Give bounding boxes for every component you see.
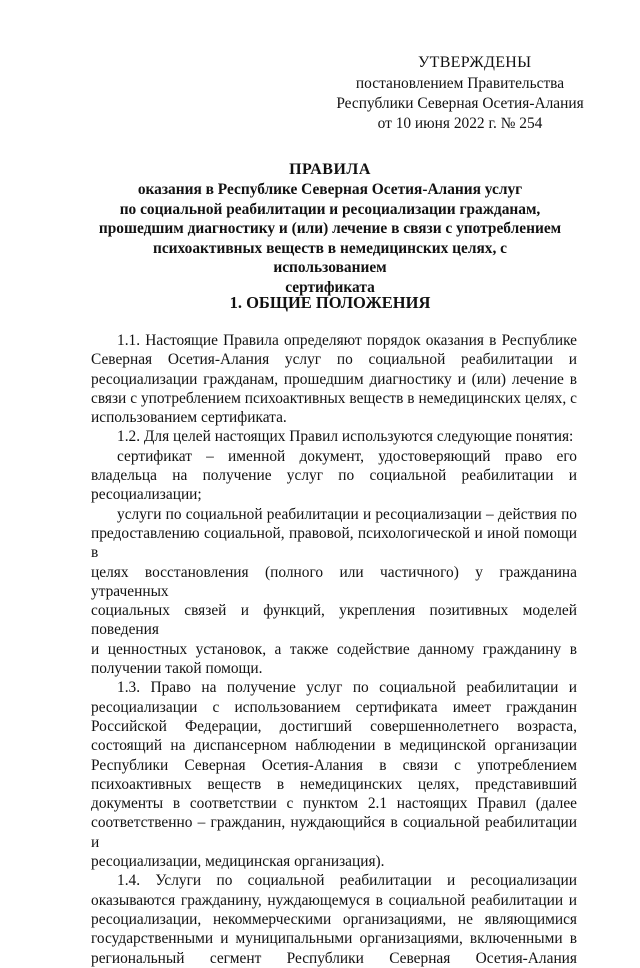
title-line: по социальной реабилитации и ресоциализации гражданам, xyxy=(119,200,541,218)
text-line: и ценностных установок, а также содействие данному гражданину в xyxy=(91,640,577,658)
approval-line-3: от 10 июня 2022 г. № 254 xyxy=(377,115,543,132)
text-line: 1.1. Настоящие Правила определяют порядок оказания в Республике xyxy=(117,332,577,349)
text-line: Российской Федерации, достигший совершеннолетнего возраста, xyxy=(91,717,577,735)
paragraph-1-1 xyxy=(91,331,577,427)
body-text xyxy=(91,331,577,968)
text-line: услуги по социальной реабилитации и ресоциализации – действия по xyxy=(117,505,577,523)
text-line: психоактивных веществ в немедицинских целях, представивший xyxy=(91,775,577,793)
text-line: Северная Осетия-Алания услуг по социальной реабилитации и xyxy=(91,351,577,369)
text-line: предоставлению социальной, правовой, психологической и иной помощи в xyxy=(91,524,577,562)
text-line: получении такой помощи. xyxy=(91,660,263,678)
text-line: 1.2. Для целей настоящих Правил используются следующие понятия: xyxy=(117,428,574,446)
text-line: целях восстановления (полного или частичного) у гражданина утраченных xyxy=(91,563,577,600)
paragraph-1-4 xyxy=(91,871,577,967)
section-heading: 1. ОБЩИЕ ПОЛОЖЕНИЯ xyxy=(229,293,431,312)
paragraph-1-2 xyxy=(91,427,577,446)
approval-stamp xyxy=(330,52,590,134)
title-word: ПРАВИЛА xyxy=(289,161,371,178)
text-line: 1.3. Право на получение услуг по социальной реабилитации и xyxy=(117,679,577,697)
definition-services xyxy=(91,505,577,679)
text-line: ресоциализации с использованием сертификата имеет гражданин xyxy=(91,698,577,716)
title-line: психоактивных веществ в немедицинских целях, с использованием xyxy=(152,239,508,276)
document-title xyxy=(95,160,565,297)
text-line: владельца на получение услуг по социальной реабилитации и xyxy=(91,467,577,485)
text-line: сертификат – именной документ, удостоверяющий право его xyxy=(117,447,577,465)
text-line: оказываются гражданину, нуждающемуся в социальной реабилитации и xyxy=(91,891,577,909)
title-line: оказания в Республике Северная Осетия-Алания услуг xyxy=(137,181,523,198)
text-line: состоящий на диспансерном наблюдении в медицинской организации xyxy=(91,737,577,755)
text-line: региональный сегмент Республики Северная Осетия-Алания xyxy=(91,949,577,967)
approval-line-1: постановлением Правительства xyxy=(355,75,565,92)
text-line: документы в соответствии с пунктом 2.1 настоящих Правил (далее xyxy=(91,795,577,813)
text-line: связи с употреблением психоактивных веществ в немедицинских целях, с xyxy=(91,389,577,407)
text-line: государственными и муниципальными организациями, включенными в xyxy=(91,930,577,948)
text-line: ресоциализации; xyxy=(91,486,202,504)
approval-heading: УТВЕРЖДЕНЫ xyxy=(418,54,532,71)
title-line: прошедшим диагностику и (или) лечение в связи с употреблением xyxy=(98,220,562,237)
text-line: социальных связей и функций, укрепления позитивных моделей поведения xyxy=(91,602,577,639)
text-line: ресоциализации, некоммерческими организациями, не являющимися xyxy=(91,910,577,928)
paragraph-1-3 xyxy=(91,678,577,871)
text-line: соответственно – гражданин, нуждающийся в социальной реабилитации и xyxy=(91,814,577,851)
text-line: ресоциализации гражданам, прошедшим диагностику и (или) лечение в xyxy=(91,370,577,388)
text-line: Республики Северная Осетия-Алания в связи с употреблением xyxy=(91,756,577,774)
approval-line-2: Республики Северная Осетия-Алания xyxy=(336,95,584,112)
text-line: ресоциализации, медицинская организация). xyxy=(91,853,385,871)
text-line: использованием сертификата. xyxy=(91,409,287,427)
text-line: 1.4. Услуги по социальной реабилитации и ресоциализации xyxy=(117,872,577,890)
definition-certificate xyxy=(91,447,577,505)
title-line: сертификата xyxy=(285,278,375,296)
